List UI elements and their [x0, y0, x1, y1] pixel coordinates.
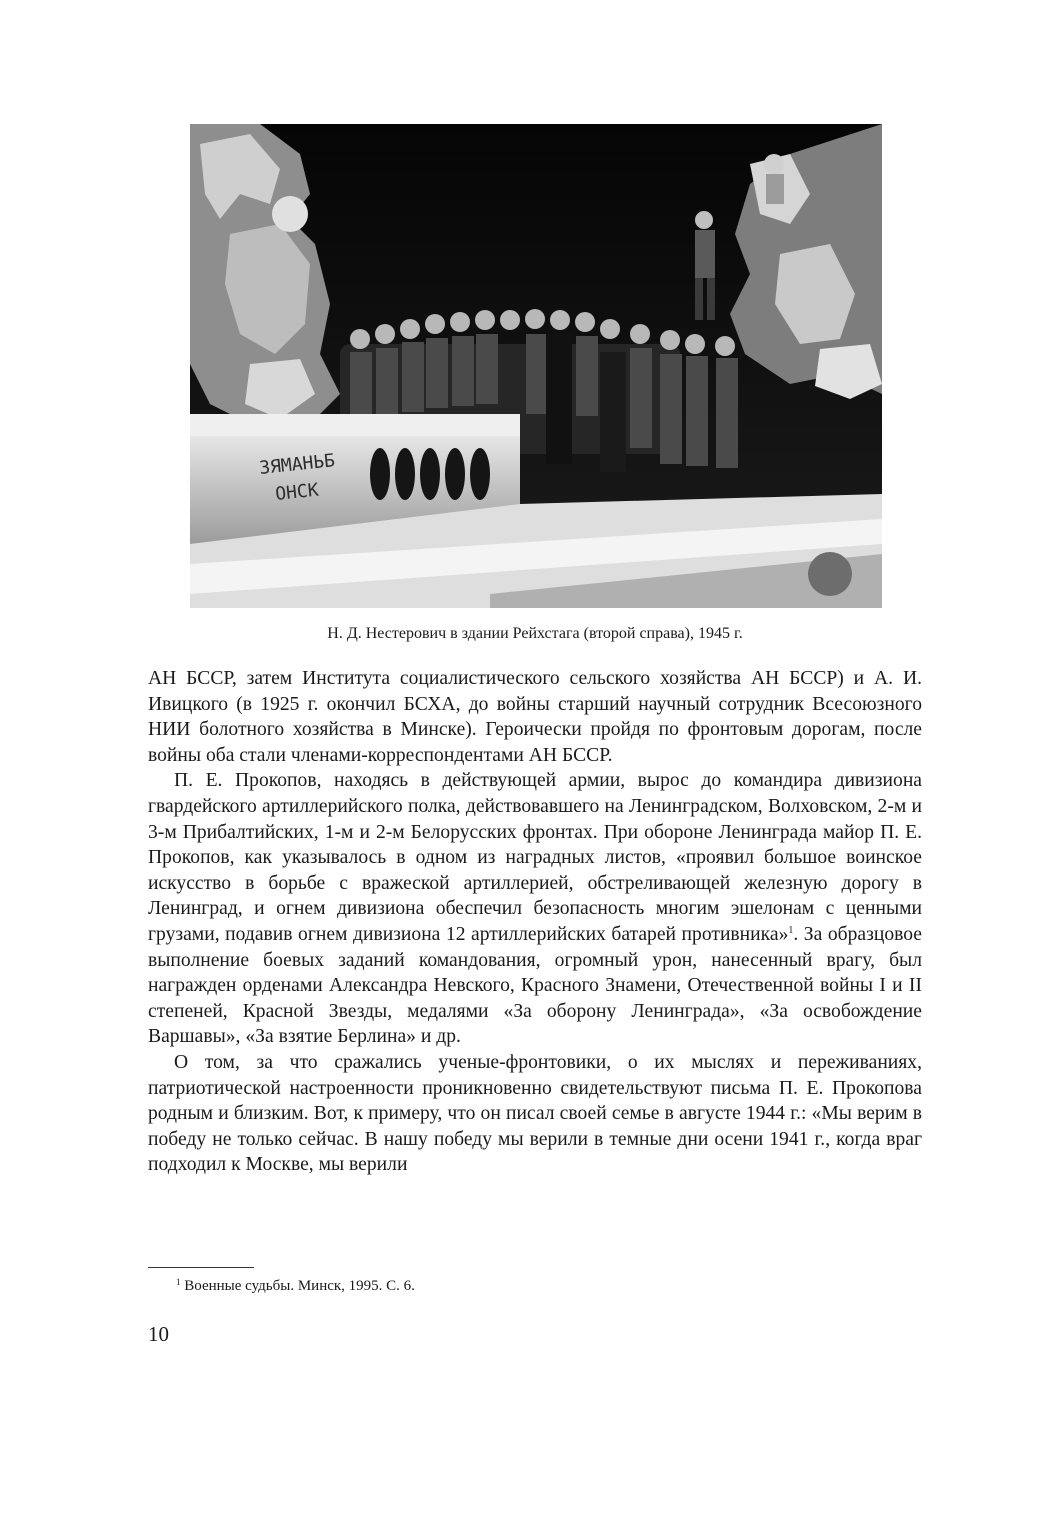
footnote-reference: 1	[788, 924, 794, 936]
graffiti-line1: ЗЯМАНЬБ	[258, 450, 336, 479]
footnote-separator	[148, 1267, 254, 1268]
photo-caption: Н. Д. Нестерович в здании Рейхстага (второй справа), 1945 г.	[327, 625, 743, 642]
footnote-marker: 1	[176, 1277, 181, 1287]
paragraph-2	[148, 768, 922, 1050]
page-number: 10	[148, 1322, 169, 1346]
paragraph-1: АН БССР, затем Института социалистического сельского хозяйства АН БССР) и А. И. Ивицкого (в 1925 г. окончил БСХА, до войны старший научный сотрудник Всесоюзного НИИ болотного хозяйства в Минске). Героически пройдя по фронтовым дорогам, после войны оба стали членами-корреспондентами АН БССР.	[148, 668, 922, 766]
body-text	[148, 666, 922, 1178]
footnote-text: Военные судьбы. Минск, 1995. С. 6.	[184, 1278, 415, 1294]
graffiti-line2: ОНСК	[274, 479, 320, 505]
footnote	[176, 1276, 415, 1296]
paragraph-3: О том, за что сражались ученые-фронтовики, о их мыслях и переживаниях, патриотической настроенности проникновенно свидетельствуют письма П. Е. Прокопова родным и близким. Вот, к примеру, что он писал своей семье в августе 1944 г.: «Мы верим в победу не только сейчас. В нашу победу мы верили в темные дни осени 1941 г., когда враг подходил к Москве, мы верили	[148, 1051, 922, 1176]
paragraph-2-text: П. Е. Прокопов, находясь в действующей армии, вырос до командира дивизиона гвардейского артиллерийского полка, действовавшего на Ленинградском, Волховском, 2-м и 3-м Прибалтийских, 1-м и 2-м Белорусских фронтах. При обороне Ленинграда майор П. Е. Прокопов, как указывалось в одном из наградных листов, «проявил большое воинское искусство в борьбе с вражеской артиллерией, обстреливающей железную дорогу в Ленинград, и огнем дивизиона обеспечил безопасность многим эшелонам с ценными грузами, подавив огнем дивизиона 12 артиллерийских батарей противника»	[148, 770, 922, 945]
photo-illustration	[190, 124, 882, 608]
paragraph-2-text-continued: . За образцовое выполнение боевых заданий командования, огромный урон, нанесенный врагу, был награжден орденами Александра Невского, Красного Знамени, Отечественной войны I и II степеней, Красной Звезды, медалями «За оборону Ленинграда», «За освобождение Варшавы», «За взятие Берлина» и др.	[148, 923, 922, 1048]
reichstag-photo	[190, 124, 882, 608]
